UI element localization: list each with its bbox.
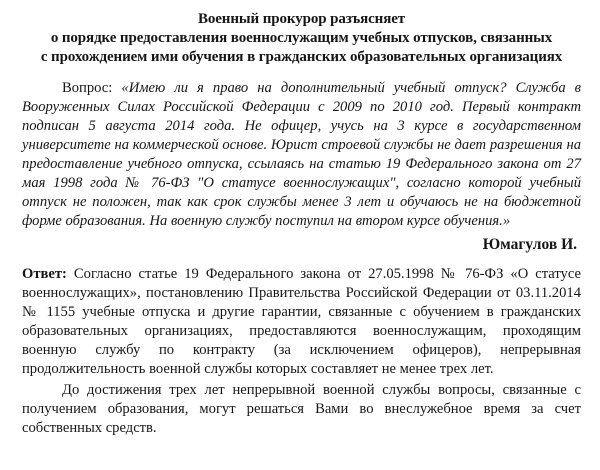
- heading-line-3: с прохождением ими обучения в гражданских образовательных организациях: [40, 49, 563, 65]
- answer-text: Согласно статье 19 Федерального закона от 27.05.1998 № 76-ФЗ «О статусе военнослужащих», постановлению Правительства Российской Федерации от 03.11.2014 № 1155 учебные отпуска и другие гарантии, связанные с обучением в гражданских образовательных организациях, предоставляются военнослужащим, проходящим военную службу по контракту (за исключением офицеров), непрерывная продолжительность военной службы которых составляет не менее трех лет.: [22, 266, 581, 377]
- question-author: Юмагулов И.: [482, 236, 577, 253]
- heading-line-1: Военный прокурор разъясняет: [197, 11, 406, 27]
- answer-label: Ответ:: [22, 266, 74, 282]
- heading-line-2: о порядке предоставления военнослужащим учебных отпусков, связанных: [50, 30, 553, 46]
- question-label: Вопрос:: [62, 80, 122, 96]
- article-heading: [22, 10, 581, 67]
- answer-paragraph-2: До достижения трех лет непрерывной военной службы вопросы, связанные с получением образования, могут решаться Вами во внеслужебное время за счет собственных средств.: [22, 382, 581, 436]
- question-text: «Имею ли я право на дополнительный учебный отпуск? Служба в Вооруженных Силах Российской Федерации с 2009 по 2010 год. Первый контракт подписан 5 августа 2014 года. Не офицер, учусь на 3 курсе в государственном университете на коммерческой основе. Юрист строевой службы не дает разрешения на предоставление учебного отпуска, ссылаясь на статью 19 Федерального закона от 27 мая 1998 года № 76-ФЗ "О статусе военнослужащих", согласно которой учебный отпуск не положен, так как срок службы менее 3 лет и обучаюсь не на бюджетной форме образования. На военную службу поступил на втором курсе обучения.»: [22, 80, 581, 229]
- question-paragraph: [22, 79, 581, 231]
- answer-paragraph: [22, 265, 581, 379]
